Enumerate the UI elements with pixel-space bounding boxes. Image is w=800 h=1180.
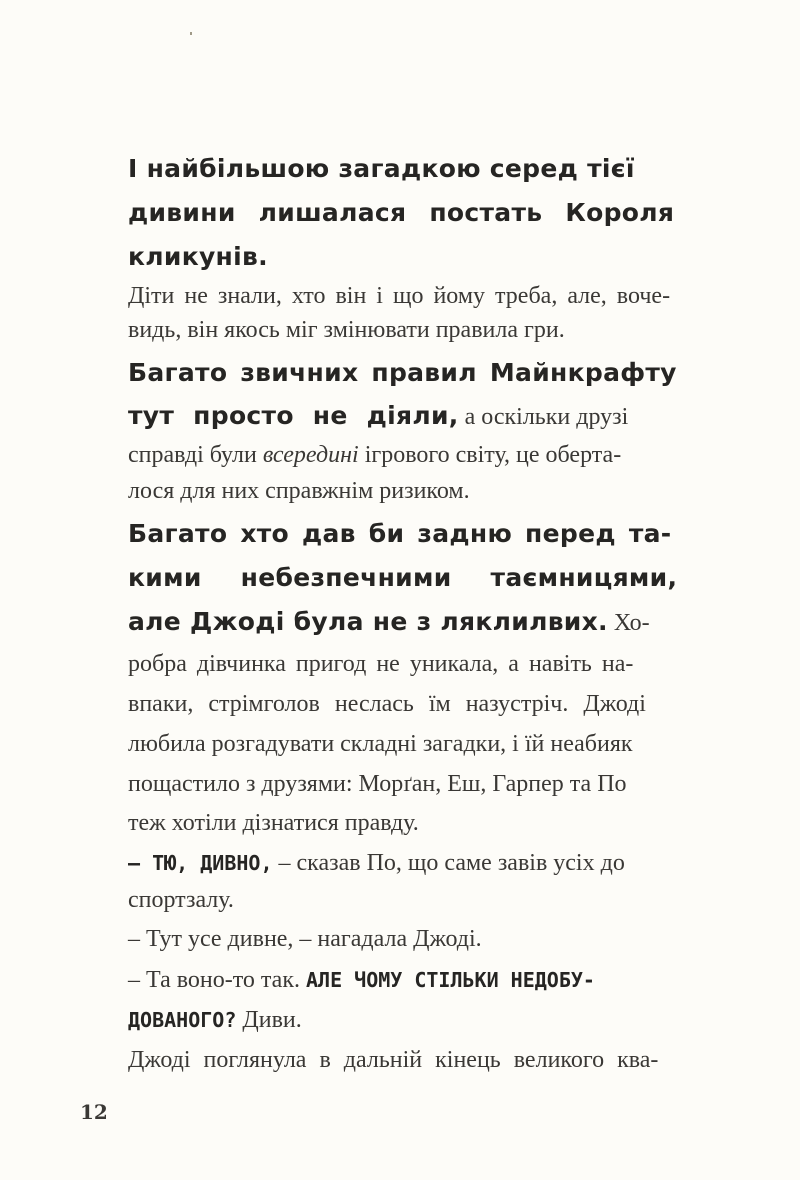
- serif-text: Хо-: [607, 610, 650, 636]
- text-line: [128, 521, 700, 546]
- text-line: [128, 443, 700, 467]
- italic-text: всередині: [262, 442, 359, 468]
- text-line: [128, 1048, 700, 1072]
- serif-text: пощастило з друзями: Морґан, Еш, Гарпер та По: [128, 771, 627, 797]
- text-line: [128, 200, 700, 225]
- serif-text: ігрового світу, це оберта-: [358, 442, 622, 468]
- text-line: [128, 927, 700, 951]
- text-line: [128, 692, 700, 716]
- serif-text: теж хотіли дізнатися правду.: [128, 810, 419, 836]
- serif-text: – Та воно-то так.: [128, 967, 306, 993]
- bold-text: але Джоді була не з ляклилвих.: [128, 607, 608, 636]
- serif-text: робра дівчинка пригод не уникала, а навіть на-: [128, 651, 634, 677]
- serif-text: впаки, стрімголов неслась їм назустріч. Джоді: [128, 691, 646, 717]
- text-line: [128, 652, 700, 676]
- bold-text: Багато хто дав би задню перед та-: [128, 519, 672, 548]
- text-line: [128, 156, 700, 181]
- text-line: [128, 244, 700, 269]
- bold-text: кими небезпечними таємницями,: [128, 563, 678, 592]
- text-line: [128, 284, 700, 308]
- pixel-text: АЛЕ ЧОМУ СТІЛЬКИ НЕДОБУ-: [305, 968, 595, 992]
- bold-text: Багато звичних правил Майнкрафту: [128, 358, 677, 387]
- bold-text: І найбільшою загадкою серед тієї: [128, 154, 635, 183]
- text-line: [128, 968, 700, 992]
- text-line: [128, 609, 700, 635]
- page-number: 12: [80, 1100, 108, 1124]
- serif-text: Диви.: [236, 1007, 302, 1033]
- bold-text: тут просто не діяли,: [128, 401, 459, 430]
- serif-text: видь, він якось міг змінювати правила гри.: [128, 317, 565, 343]
- bold-text: кликунів.: [128, 242, 268, 271]
- serif-text: спортзалу.: [128, 887, 234, 913]
- text-line: [128, 1008, 700, 1032]
- serif-text: лося для них справжнім ризиком.: [128, 478, 470, 504]
- text-line: [128, 565, 700, 590]
- text-line: [128, 851, 700, 875]
- serif-text: любила розгадувати складні загадки, і їй неабияк: [128, 731, 633, 757]
- text-line: [128, 888, 700, 912]
- pixel-text: – ТЮ, ДИВНО,: [128, 851, 273, 875]
- text-line: [128, 360, 700, 385]
- bold-text: дивини лишалася постать Короля: [128, 198, 675, 227]
- serif-text: Діти не знали, хто він і що йому треба, але, воче-: [128, 283, 671, 309]
- serif-text: – Тут усе дивне, – нагадала Джоді.: [128, 926, 482, 952]
- serif-text: а оскільки друзі: [458, 404, 629, 430]
- text-line: [128, 403, 700, 429]
- pixel-text: ДОВАНОГО?: [128, 1008, 237, 1032]
- text-line: [128, 732, 700, 756]
- paper-speck: [190, 32, 192, 35]
- text-line: [128, 811, 700, 835]
- serif-text: – сказав По, що саме завів усіх до: [272, 850, 625, 876]
- serif-text: Джоді поглянула в дальній кінець великого ква-: [128, 1047, 659, 1073]
- text-line: [128, 479, 700, 503]
- text-line: [128, 772, 700, 796]
- text-line: [128, 318, 700, 342]
- serif-text: справді були: [128, 442, 263, 468]
